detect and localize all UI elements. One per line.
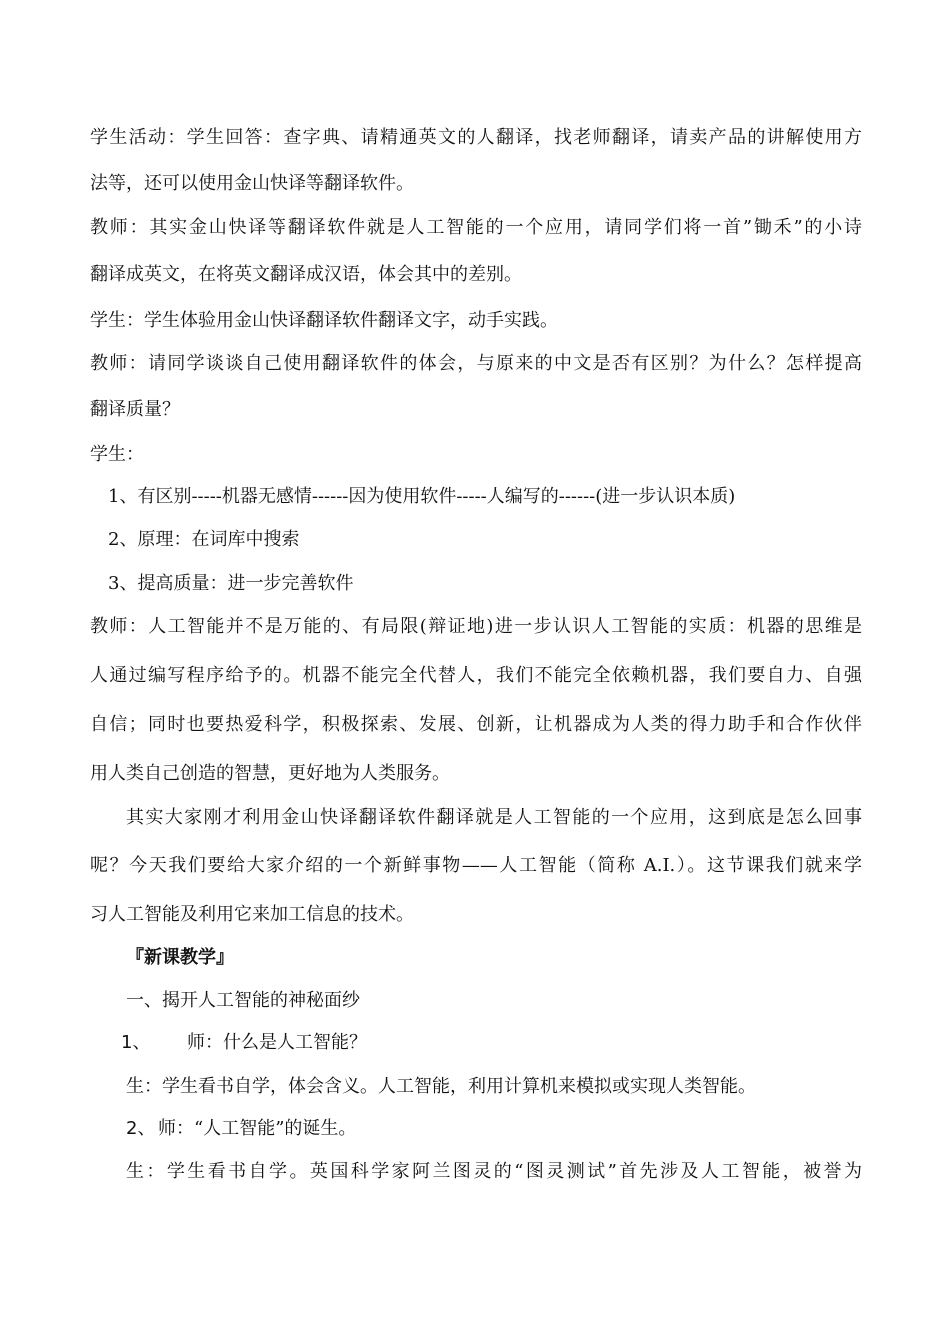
list-item: 3、提高质量：进一步完善软件 [108, 573, 354, 594]
section-heading: 『新课教学』 [126, 947, 234, 968]
text-line: 教师：人工智能并不是万能的、有局限(辩证地)进一步认识人工智能的实质：机器的思维是 [90, 616, 862, 637]
text-line: 用人类自己创造的智慧，更好地为人类服务。 [90, 763, 450, 784]
text-line: 其实大家刚才利用金山快译翻译软件翻译就是人工智能的一个应用，这到底是怎么回事 [126, 807, 862, 828]
text-line: 师：什么是人工智能？ [187, 1032, 367, 1053]
text-line: 学生活动：学生回答：查字典、请精通英文的人翻译，找老师翻译，请卖产品的讲解使用方 [90, 127, 862, 148]
text-line: 师：“人工智能”的诞生。 [158, 1118, 357, 1139]
text-line: 教师：请同学谈谈自己使用翻译软件的体会，与原来的中文是否有区别？为什么？怎样提高 [90, 353, 862, 374]
text-line: 生：学生看书自学，体会含义。人工智能，利用计算机来模拟或实现人类智能。 [126, 1076, 756, 1097]
text-line: 呢？今天我们要给大家介绍的一个新鲜事物——人工智能（简称 A.I.）。这节课我们就来学 [90, 855, 862, 876]
text-line: 学生：学生体验用金山快译翻译软件翻译文字，动手实践。 [90, 310, 558, 331]
list-number: 1、 [121, 1032, 151, 1053]
text-line: 习人工智能及利用它来加工信息的技术。 [90, 904, 414, 925]
text-line: 翻译质量？ [90, 399, 180, 420]
list-item: 2、原理：在词库中搜索 [108, 529, 300, 550]
text-line: 学生： [90, 444, 144, 465]
text-line: 法等，还可以使用金山快译等翻译软件。 [90, 173, 414, 194]
text-line: 翻译成英文，在将英文翻译成汉语，体会其中的差别。 [90, 264, 522, 285]
subsection-heading: 一、揭开人工智能的神秘面纱 [126, 990, 360, 1011]
text-line: 自信；同时也要热爱科学，积极探索、发展、创新，让机器成为人类的得力助手和合作伙伴 [90, 714, 862, 735]
list-item: 1、有区别-----机器无感情------因为使用软件-----人编写的------(进一步认识本质) [108, 486, 736, 507]
text-line: 教师：其实金山快译等翻译软件就是人工智能的一个应用，请同学们将一首”锄禾”的小诗 [90, 217, 862, 238]
text-line: 人通过编写程序给予的。机器不能完全代替人，我们不能完全依赖机器，我们要自力、自强 [90, 665, 862, 686]
text-line: 生：学生看书自学。英国科学家阿兰图灵的“图灵测试”首先涉及人工智能，被誉为 [126, 1161, 862, 1182]
list-number: 2、 [126, 1118, 156, 1139]
